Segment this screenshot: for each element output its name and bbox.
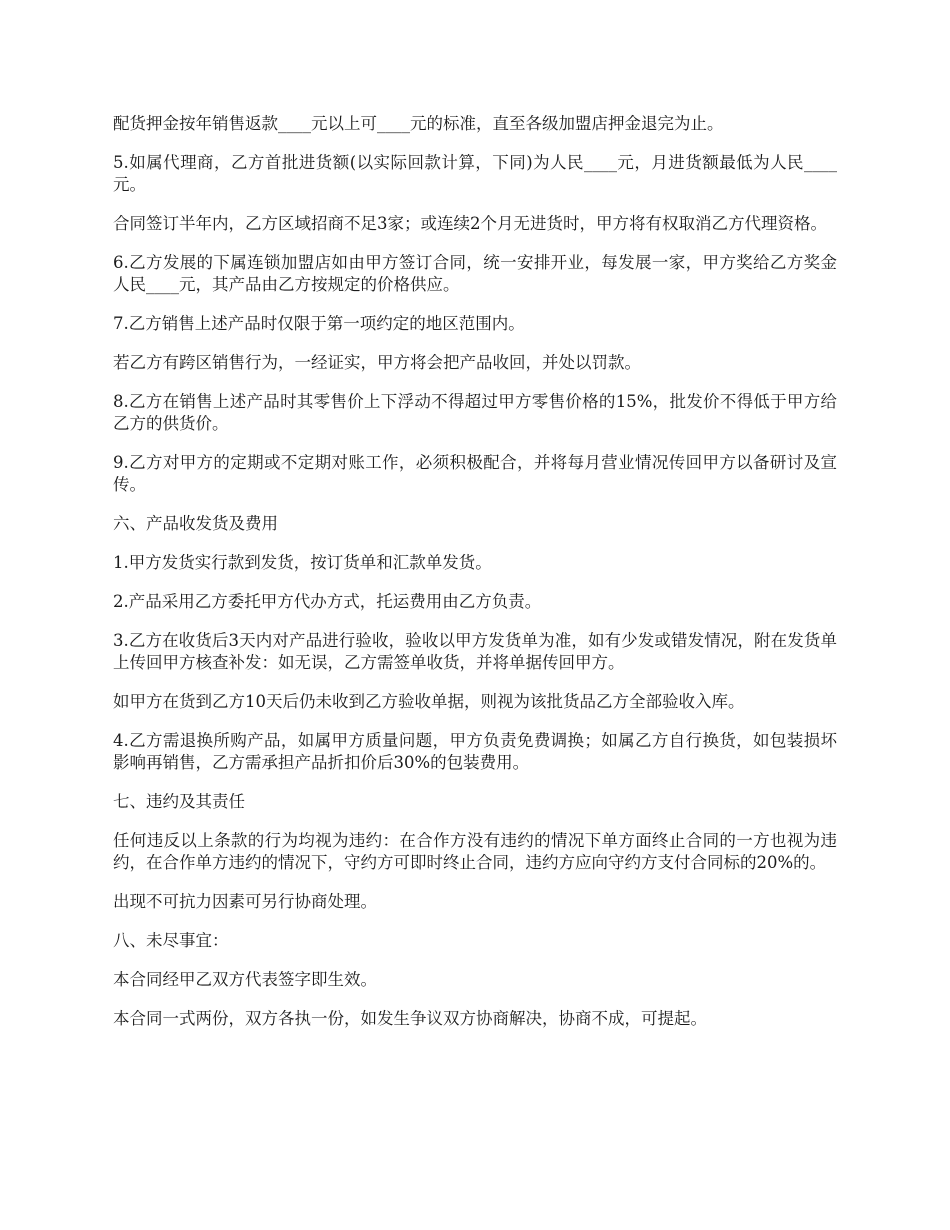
paragraph-shipping-1: 1.甲方发货实行款到发货，按订货单和汇款单发货。 xyxy=(113,553,492,572)
paragraph-clause-6: 6.乙方发展的下属连锁加盟店如由甲方签订合同，统一安排开业，每发展一家，甲方奖给乙方奖金人民____元，其产品由乙方按规定的价格供应。 xyxy=(113,253,837,294)
paragraph-acceptance-default: 如甲方在货到乙方10天后仍未收到乙方验收单据，则视为该批货品乙方全部验收入库。 xyxy=(113,692,745,711)
paragraph-shipping-2: 2.产品采用乙方委托甲方代办方式，托运费用由乙方负责。 xyxy=(113,592,542,611)
paragraph-effective: 本合同经甲乙双方代表签字即生效。 xyxy=(113,970,377,989)
paragraph-cross-region-penalty: 若乙方有跨区销售行为，一经证实，甲方将会把产品收回，并处以罚款。 xyxy=(113,353,641,372)
paragraph-clause-5: 5.如属代理商，乙方首批进货额(以实际回款计算，下同)为人民____元，月进货额最低为人民____元。 xyxy=(113,153,837,194)
section-heading-6: 六、产品收发货及费用 xyxy=(113,514,278,533)
paragraph-clause-7: 7.乙方销售上述产品时仅限于第一项约定的地区范围内。 xyxy=(113,314,525,333)
paragraph-shipping-3: 3.乙方在收货后3天内对产品进行验收，验收以甲方发货单为准，如有少发或错发情况，附在发货单上传回甲方核查补发：如无误，乙方需签单收货，并将单据传回甲方。 xyxy=(113,631,837,672)
paragraph-clause-9: 9.乙方对甲方的定期或不定期对账工作，必须积极配合，并将每月营业情况传回甲方以备研讨及宣传。 xyxy=(113,453,837,494)
section-heading-7: 七、违约及其责任 xyxy=(113,792,245,811)
paragraph-force-majeure: 出现不可抗力因素可另行协商处理。 xyxy=(113,892,377,911)
paragraph-clause-8: 8.乙方在销售上述产品时其零售价上下浮动不得超过甲方零售价格的15%，批发价不得低于甲方给乙方的供货价。 xyxy=(113,392,837,433)
paragraph-agent-revocation: 合同签订半年内，乙方区域招商不足3家；或连续2个月无进货时，甲方将有权取消乙方代理资格。 xyxy=(113,214,827,233)
document-body xyxy=(113,113,837,1047)
paragraph-breach-terms: 任何违反以上条款的行为均视为违约：在合作方没有违约的情况下单方面终止合同的一方也视为违约，在合作单方违约的情况下，守约方可即时终止合同，违约方应向守约方支付合同标的20%的。 xyxy=(113,831,837,872)
paragraph-deposit-refund: 配货押金按年销售返款____元以上可____元的标准，直至各级加盟店押金退完为止。 xyxy=(113,114,724,133)
paragraph-copies-dispute: 本合同一式两份，双方各执一份，如发生争议双方协商解决，协商不成，可提起。 xyxy=(113,1009,707,1028)
paragraph-shipping-4: 4.乙方需退换所购产品，如属甲方质量问题，甲方负责免费调换；如属乙方自行换货，如包装损坏影响再销售，乙方需承担产品折扣价后30%的包装费用。 xyxy=(113,731,837,772)
section-heading-8: 八、未尽事宜： xyxy=(113,931,229,950)
